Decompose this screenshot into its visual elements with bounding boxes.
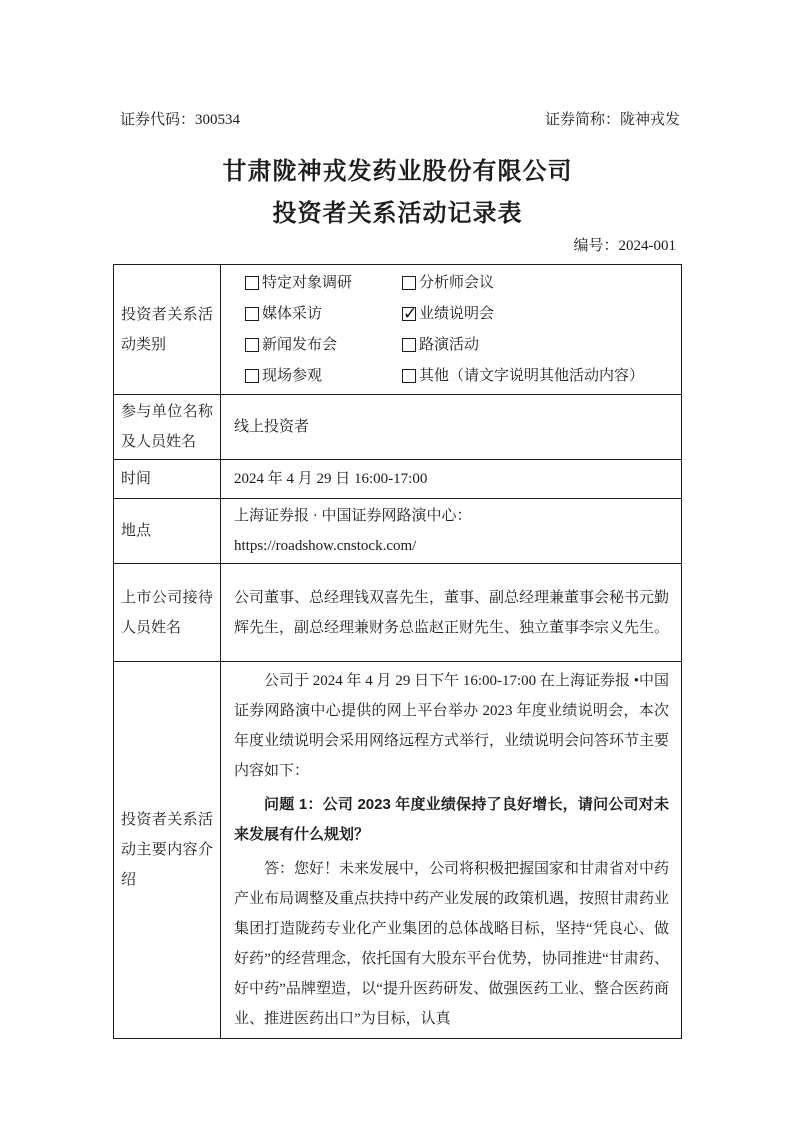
document-number: 编号：2024-001 — [573, 238, 676, 254]
activity-option — [234, 299, 402, 330]
row-time — [114, 460, 682, 499]
content-intro: 公司于 2024 年 4 月 29 日下午 16:00-17:00 在上海证券报 •中国证券网路演中心提供的网上平台举办 2023 年度业绩说明会，本次年度业绩说明会采用网络远程方式举行，业绩说明会问答环节主要内容如下： — [234, 673, 670, 779]
location-value — [221, 499, 682, 564]
checkbox-icon — [245, 307, 259, 321]
activity-option — [234, 330, 402, 361]
checkbox-icon — [402, 338, 416, 352]
activity-option — [402, 330, 479, 361]
activity-option — [234, 268, 402, 299]
checkbox-icon — [245, 338, 259, 352]
activity-option-label: 特定对象调研 — [262, 274, 353, 291]
participants-label: 参与单位名称及人员姓名 — [114, 395, 221, 460]
checkbox-icon — [402, 276, 416, 290]
activity-option — [402, 299, 494, 330]
stock-short-name: 证券简称：陇神戎发 — [544, 112, 680, 128]
time-value: 2024 年 4 月 29 日 16:00-17:00 — [221, 460, 682, 499]
content-answer-1: 答：您好！未来发展中，公司将积极把握国家和甘肃省对中药产业布局调整及重点扶持中药产业发展的政策机遇，按照甘肃药业集团打造陇药专业化产业集团的总体战略目标，坚持“凭良心、做好药”的经营理念，依托国有大股东平台优势，协同推进“甘肃药、好中药”品牌塑造，以“提升医药研发、做强医药工业、整合医药商业、推进医药出口”为目标，认真 — [234, 861, 670, 1027]
hosts-value: 公司董事、总经理钱双喜先生，董事、副总经理兼董事会秘书元勤辉先生，副总经理兼财务总监赵正财先生、独立董事李宗义先生。 — [221, 564, 682, 662]
hosts-label: 上市公司接待人员姓名 — [114, 564, 221, 662]
location-url: https://roadshow.cnstock.com/ — [234, 538, 417, 554]
row-participants — [114, 395, 682, 460]
checkbox-line — [234, 330, 669, 361]
row-main-content — [114, 662, 682, 1039]
document-header — [113, 110, 682, 130]
checkbox-line — [234, 268, 669, 299]
content-question-1: 问题 1：公司 2023 年度业绩保持了良好增长，请问公司对未来发展有什么规划？ — [234, 796, 669, 843]
activity-type-options — [221, 265, 682, 395]
activity-option-label: 路演活动 — [419, 336, 480, 353]
row-hosts — [114, 564, 682, 662]
stock-code: 证券代码：300534 — [120, 112, 241, 128]
row-location — [114, 499, 682, 564]
time-label: 时间 — [114, 460, 221, 499]
content-label: 投资者关系活动主要内容介绍 — [114, 662, 221, 1039]
checkbox-checked-icon — [402, 307, 416, 321]
activity-option-label: 媒体采访 — [262, 305, 323, 322]
location-line1: 上海证券报 · 中国证券网路演中心： — [234, 508, 472, 524]
activity-option — [402, 268, 494, 299]
content-value — [221, 662, 682, 1039]
document-title: 投资者关系活动记录表 — [272, 200, 523, 227]
activity-option-label: 新闻发布会 — [262, 336, 338, 353]
document-body — [113, 110, 682, 1039]
activity-option-label: 业绩说明会 — [419, 305, 495, 322]
activity-option — [234, 361, 402, 392]
activity-option-label: 现场参观 — [262, 367, 323, 384]
company-title: 甘肃陇神戎发药业股份有限公司 — [222, 158, 573, 185]
row-activity-type — [114, 265, 682, 395]
activity-option-label: 分析师会议 — [419, 274, 495, 291]
checkbox-icon — [402, 369, 416, 383]
activity-type-label: 投资者关系活动类别 — [114, 265, 221, 395]
participants-value: 线上投资者 — [221, 395, 682, 460]
location-label: 地点 — [114, 499, 221, 564]
checkbox-line — [234, 361, 669, 392]
activity-option — [402, 361, 644, 392]
checkbox-line — [234, 299, 669, 330]
activity-option-label: 其他（请文字说明其他活动内容） — [419, 367, 645, 384]
record-table — [113, 264, 682, 1039]
checkbox-icon — [245, 369, 259, 383]
checkbox-icon — [245, 276, 259, 290]
